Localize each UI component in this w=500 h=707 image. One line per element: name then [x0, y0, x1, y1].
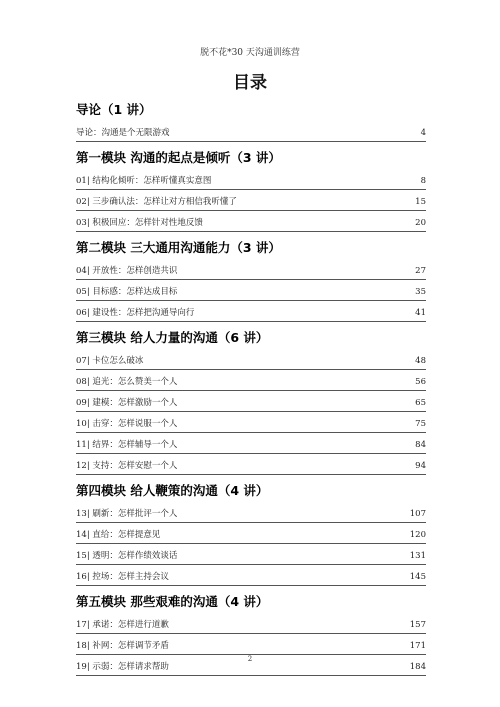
- toc-entry[interactable]: [76, 351, 426, 372]
- page-number: 2: [247, 655, 253, 663]
- entry-title: 追光：怎么赞美一个人: [92, 377, 178, 387]
- entry-title: 控场：怎样主持会议: [92, 572, 169, 582]
- entry-number: 18|: [76, 641, 90, 651]
- toc-entry[interactable]: [76, 504, 426, 525]
- entry-number: 01|: [76, 176, 90, 186]
- entry-title: 三步确认法：怎样让对方相信我听懂了: [92, 197, 237, 207]
- toc-entry[interactable]: [76, 435, 426, 456]
- entry-number: 08|: [76, 377, 90, 387]
- entry-page: 27: [415, 266, 426, 276]
- running-header: 脱不花*30 天沟通训练营: [200, 48, 300, 58]
- entry-number: 04|: [76, 266, 90, 276]
- toc-entry[interactable]: [76, 123, 426, 144]
- section-heading: 第五模块 那些艰难的沟通（4 讲）: [76, 594, 269, 609]
- entry-title: 支持：怎样安慰一个人: [92, 461, 178, 471]
- toc-entry[interactable]: [76, 456, 426, 477]
- entry-page: 4: [420, 128, 426, 138]
- entry-number: 14|: [76, 530, 90, 540]
- entry-number: 09|: [76, 398, 90, 408]
- entry-number: 10|: [76, 419, 90, 429]
- entry-page: 84: [415, 440, 426, 450]
- entry-page: 157: [409, 620, 426, 630]
- section-heading: 导论（1 讲）: [76, 102, 152, 117]
- entry-number: 03|: [76, 218, 90, 228]
- section-heading: 第二模块 三大通用沟通能力（3 讲）: [76, 240, 281, 255]
- entry-number: 19|: [76, 662, 90, 672]
- entry-page: 8: [420, 176, 426, 186]
- toc-entry[interactable]: [76, 303, 426, 324]
- toc-entry[interactable]: [76, 282, 426, 303]
- entry-page: 56: [415, 377, 426, 387]
- toc-entry[interactable]: [76, 546, 426, 567]
- toc-entry[interactable]: [76, 615, 426, 636]
- entry-number: 02|: [76, 197, 90, 207]
- entry-title: 开放性：怎样创造共识: [92, 266, 178, 276]
- entry-page: 131: [409, 551, 426, 561]
- entry-page: 107: [409, 509, 426, 519]
- entry-title: 承诺：怎样进行道歉: [92, 620, 169, 630]
- entry-title: 结界：怎样辅导一个人: [92, 440, 178, 450]
- toc-entry[interactable]: [76, 393, 426, 414]
- entry-title: 击穿：怎样说服一个人: [92, 419, 178, 429]
- entry-number: 06|: [76, 308, 90, 318]
- toc-entry[interactable]: [76, 636, 426, 657]
- entry-number: 13|: [76, 509, 90, 519]
- entry-page: 75: [415, 419, 426, 429]
- entry-title: 刷新：怎样批评一个人: [92, 509, 178, 519]
- entry-page: 65: [415, 398, 426, 408]
- section-heading: 第一模块 沟通的起点是倾听（3 讲）: [76, 150, 281, 165]
- entry-number: 17|: [76, 620, 90, 630]
- entry-title: 补网：怎样调节矛盾: [92, 641, 169, 651]
- entry-number: 16|: [76, 572, 90, 582]
- entry-title: 目标感：怎样达成目标: [92, 287, 178, 297]
- entry-page: 171: [409, 641, 426, 651]
- entry-title: 建模：怎样激励一个人: [92, 398, 178, 408]
- entry-page: 145: [409, 572, 426, 582]
- page-title: 目录: [233, 73, 267, 93]
- toc-entry[interactable]: [76, 213, 426, 234]
- toc-entry[interactable]: [76, 372, 426, 393]
- entry-page: 184: [409, 662, 426, 672]
- entry-number: 12|: [76, 461, 90, 471]
- toc-entry[interactable]: [76, 171, 426, 192]
- entry-title: 直给：怎样提意见: [92, 530, 161, 540]
- entry-page: 94: [415, 461, 426, 471]
- section-heading: 第四模块 给人鞭策的沟通（4 讲）: [76, 483, 269, 498]
- toc-entry[interactable]: [76, 261, 426, 282]
- entry-number: 05|: [76, 287, 90, 297]
- section-heading: 第三模块 给人力量的沟通（6 讲）: [76, 330, 269, 345]
- entry-title: 导论：沟通是个无限游戏: [76, 128, 170, 138]
- entry-title: 积极回应：怎样针对性地反馈: [92, 218, 203, 228]
- entry-title: 卡位怎么破冰: [92, 356, 144, 366]
- toc-entry[interactable]: [76, 567, 426, 588]
- entry-title: 建设性：怎样把沟通导向行: [92, 308, 195, 318]
- toc-entry[interactable]: [76, 525, 426, 546]
- entry-page: 48: [415, 356, 426, 366]
- entry-title: 结构化倾听：怎样听懂真实意图: [92, 176, 212, 186]
- toc-entry[interactable]: [76, 192, 426, 213]
- entry-page: 15: [415, 197, 426, 207]
- entry-page: 120: [409, 530, 426, 540]
- entry-number: 07|: [76, 356, 90, 366]
- entry-number: 11|: [76, 440, 90, 450]
- entry-page: 35: [415, 287, 426, 297]
- entry-title: 示弱：怎样请求帮助: [92, 662, 169, 672]
- toc-entry[interactable]: [76, 414, 426, 435]
- entry-number: 15|: [76, 551, 90, 561]
- entry-page: 20: [415, 218, 426, 228]
- table-of-contents: [76, 96, 426, 678]
- entry-page: 41: [415, 308, 426, 318]
- entry-title: 透明：怎样作绩效谈话: [92, 551, 178, 561]
